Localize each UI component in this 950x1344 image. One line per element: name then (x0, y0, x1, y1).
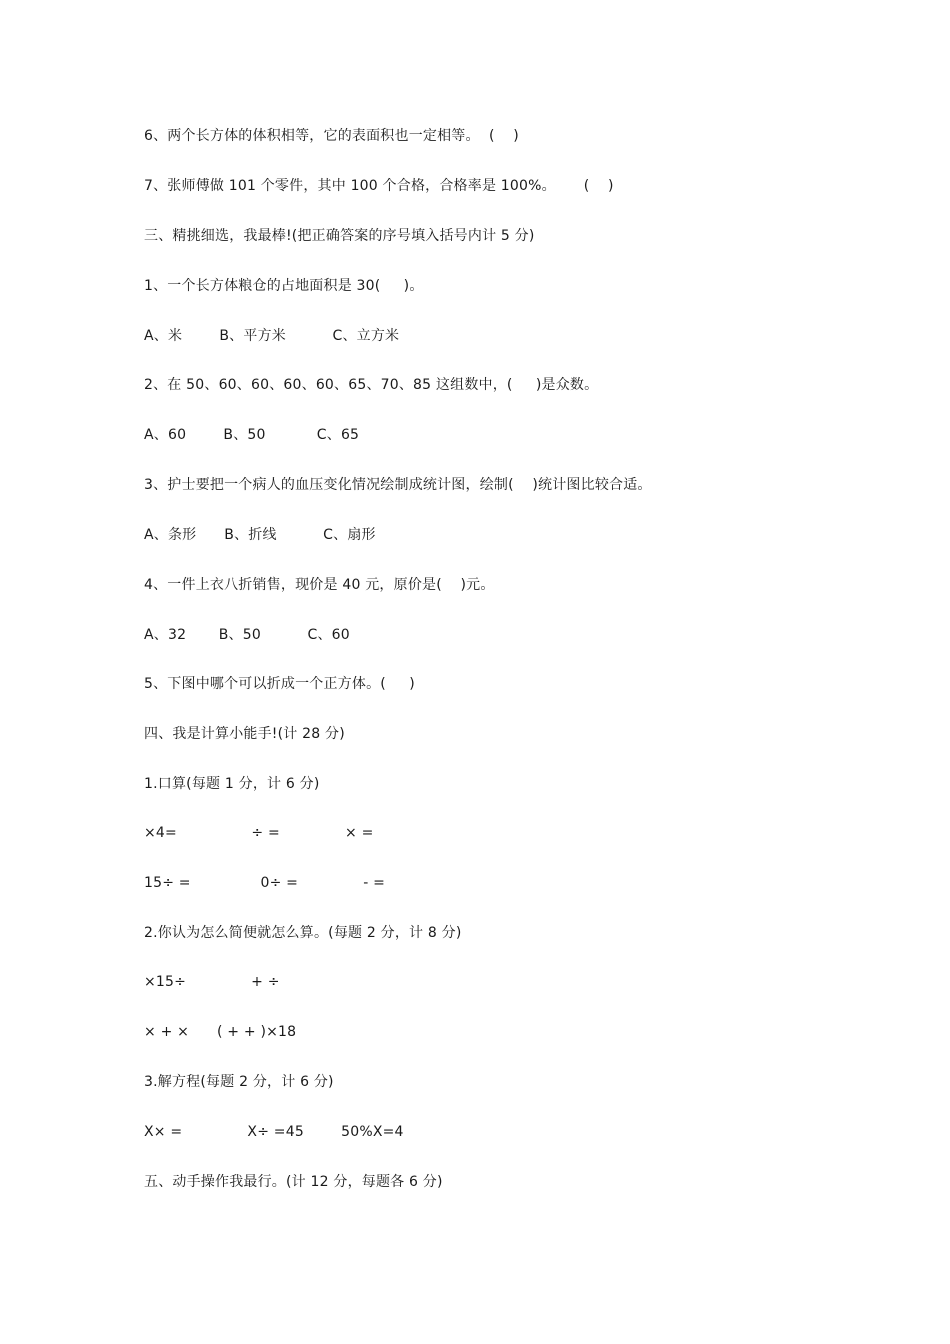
choice-question-4: 4、一件上衣八折销售，现价是 40 元，原价是( )元。 (144, 577, 495, 593)
oral-calc-heading: 1.口算(每题 1 分，计 6 分) (144, 776, 320, 792)
choice-question-3: 3、护士要把一个病人的血压变化情况绘制成统计图，绘制( )统计图比较合适。 (144, 477, 652, 493)
section-5-heading: 五、动手操作我最行。(计 12 分，每题各 6 分) (144, 1174, 443, 1190)
simplify-calc-row-2: × + × ( + + )×18 (144, 1024, 297, 1040)
choice-question-2: 2、在 50、60、60、60、60、65、70、85 这组数中，( )是众数。 (144, 377, 599, 393)
question-6-true-false: 6、两个长方体的体积相等，它的表面积也一定相等。 ( ) (144, 128, 519, 144)
choice-question-2-options: A、60 B、50 C、65 (144, 427, 360, 443)
equation-row: X× = X÷ =45 50%X=4 (144, 1124, 404, 1140)
choice-question-1-options: A、米 B、平方米 C、立方米 (144, 328, 400, 344)
section-3-heading: 三、精挑细选，我最棒!(把正确答案的序号填入括号内计 5 分) (144, 228, 535, 244)
equation-heading: 3.解方程(每题 2 分，计 6 分) (144, 1074, 334, 1090)
oral-calc-row-2: 15÷ = 0÷ = - = (144, 875, 386, 891)
simplify-calc-heading: 2.你认为怎么简便就怎么算。(每题 2 分，计 8 分) (144, 925, 462, 941)
oral-calc-row-1: ×4= ÷ = × = (144, 825, 374, 841)
choice-question-4-options: A、32 B、50 C、60 (144, 627, 350, 643)
choice-question-3-options: A、条形 B、折线 C、扇形 (144, 527, 376, 543)
simplify-calc-row-1: ×15÷ + ÷ (144, 974, 280, 990)
choice-question-5: 5、下图中哪个可以折成一个正方体。( ) (144, 676, 415, 692)
section-4-heading: 四、我是计算小能手!(计 28 分) (144, 726, 345, 742)
question-7-true-false: 7、张师傅做 101 个零件，其中 100 个合格，合格率是 100%。 ( ) (144, 178, 614, 194)
choice-question-1: 1、一个长方体粮仓的占地面积是 30( )。 (144, 278, 424, 294)
